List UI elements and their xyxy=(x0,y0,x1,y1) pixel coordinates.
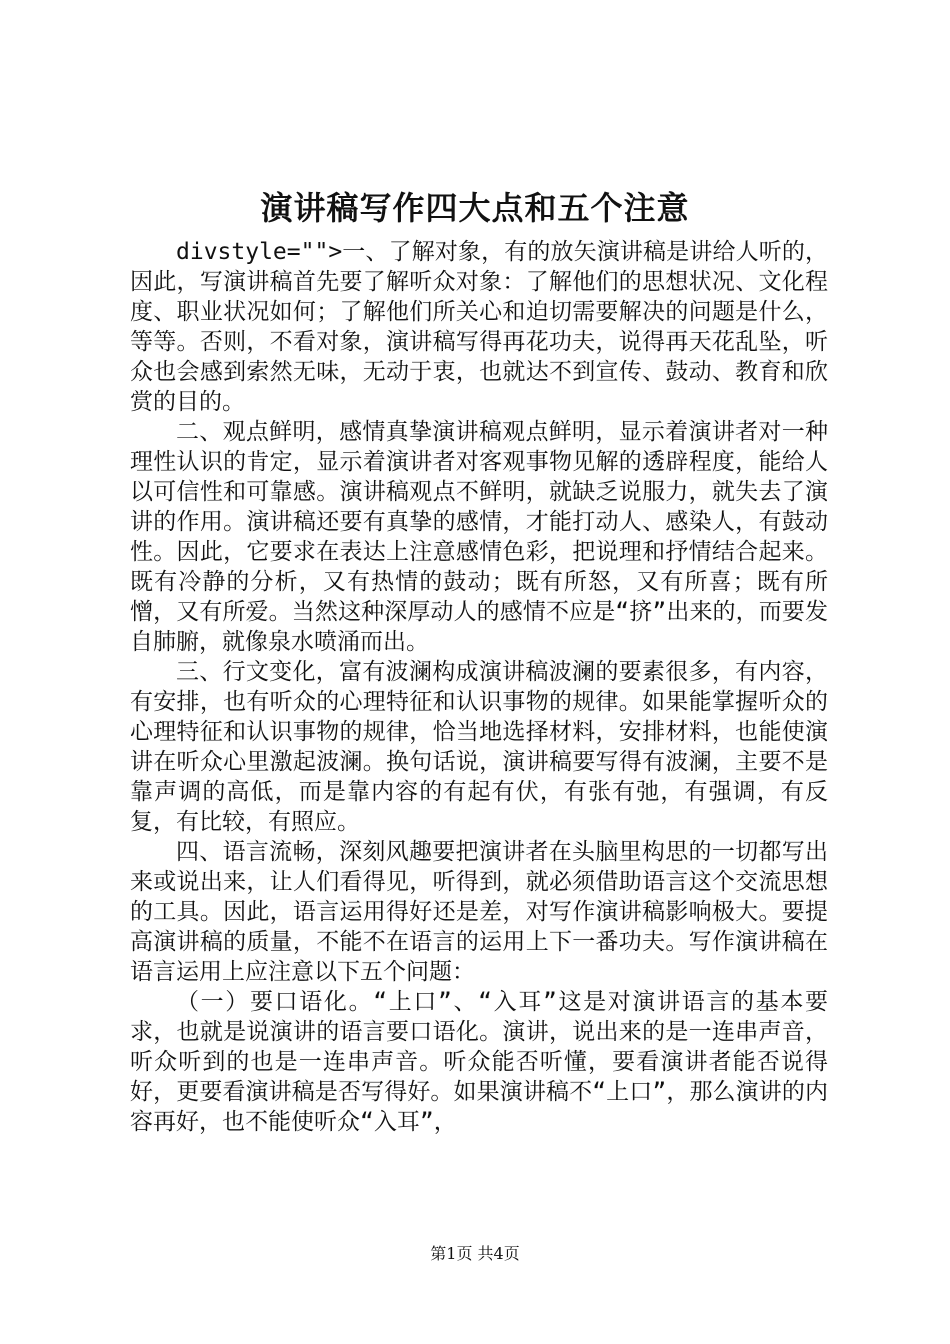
document-body xyxy=(130,237,828,1137)
paragraph-3: 三、行文变化，富有波澜构成演讲稿波澜的要素很多，有内容，有安排，也有听众的心理特征和认识事物的规律。如果能掌握听众的心理特征和认识事物的规律，恰当地选择材料，安排材料，也能使演讲在听众心里激起波澜。换句话说，演讲稿要写得有波澜，主要不是靠声调的高低，而是靠内容的有起有伏，有张有弛，有强调，有反复，有比较，有照应。 xyxy=(130,659,828,835)
paragraph-1: divstyle="">一、了解对象，有的放矢演讲稿是讲给人听的，因此，写演讲稿首先要了解听众对象：了解他们的思想状况、文化程度、职业状况如何；了解他们所关心和迫切需要解决的问题是什么，等等。否则，不看对象，演讲稿写得再花功夫，说得再天花乱坠，听众也会感到索然无味，无动于衷，也就达不到宣传、鼓动、教育和欣赏的目的。 xyxy=(130,239,828,415)
paragraph-4: 四、语言流畅，深刻风趣要把演讲者在头脑里构思的一切都写出来或说出来，让人们看得见，听得到，就必须借助语言这个交流思想的工具。因此，语言运用得好还是差，对写作演讲稿影响极大。要提高演讲稿的质量，不能不在语言的运用上下一番功夫。写作演讲稿在语言运用上应注意以下五个问题： xyxy=(130,839,828,985)
page-footer: 第1页 共4页 xyxy=(430,1244,520,1263)
paragraph-5: （一）要口语化。“上口”、“入耳”这是对演讲语言的基本要求，也就是说演讲的语言要口语化。演讲，说出来的是一连串声音，听众听到的也是一连串声音。听众能否听懂，要看演讲者能否说得好，更要看演讲稿是否写得好。如果演讲稿不“上口”，那么演讲的内容再好，也不能使听众“入耳”， xyxy=(130,989,828,1135)
paragraph-2: 二、观点鲜明，感情真挚演讲稿观点鲜明，显示着演讲者对一种理性认识的肯定，显示着演讲者对客观事物见解的透辟程度，能给人以可信性和可靠感。演讲稿观点不鲜明，就缺乏说服力，就失去了演讲的作用。演讲稿还要有真挚的感情，才能打动人、感染人，有鼓动性。因此，它要求在表达上注意感情色彩，把说理和抒情结合起来。既有冷静的分析，又有热情的鼓动；既有所怒，又有所喜；既有所憎，又有所爱。当然这种深厚动人的感情不应是“挤”出来的，而要发自肺腑，就像泉水喷涌而出。 xyxy=(130,419,828,655)
document-title: 演讲稿写作四大点和五个注意 xyxy=(260,189,690,227)
